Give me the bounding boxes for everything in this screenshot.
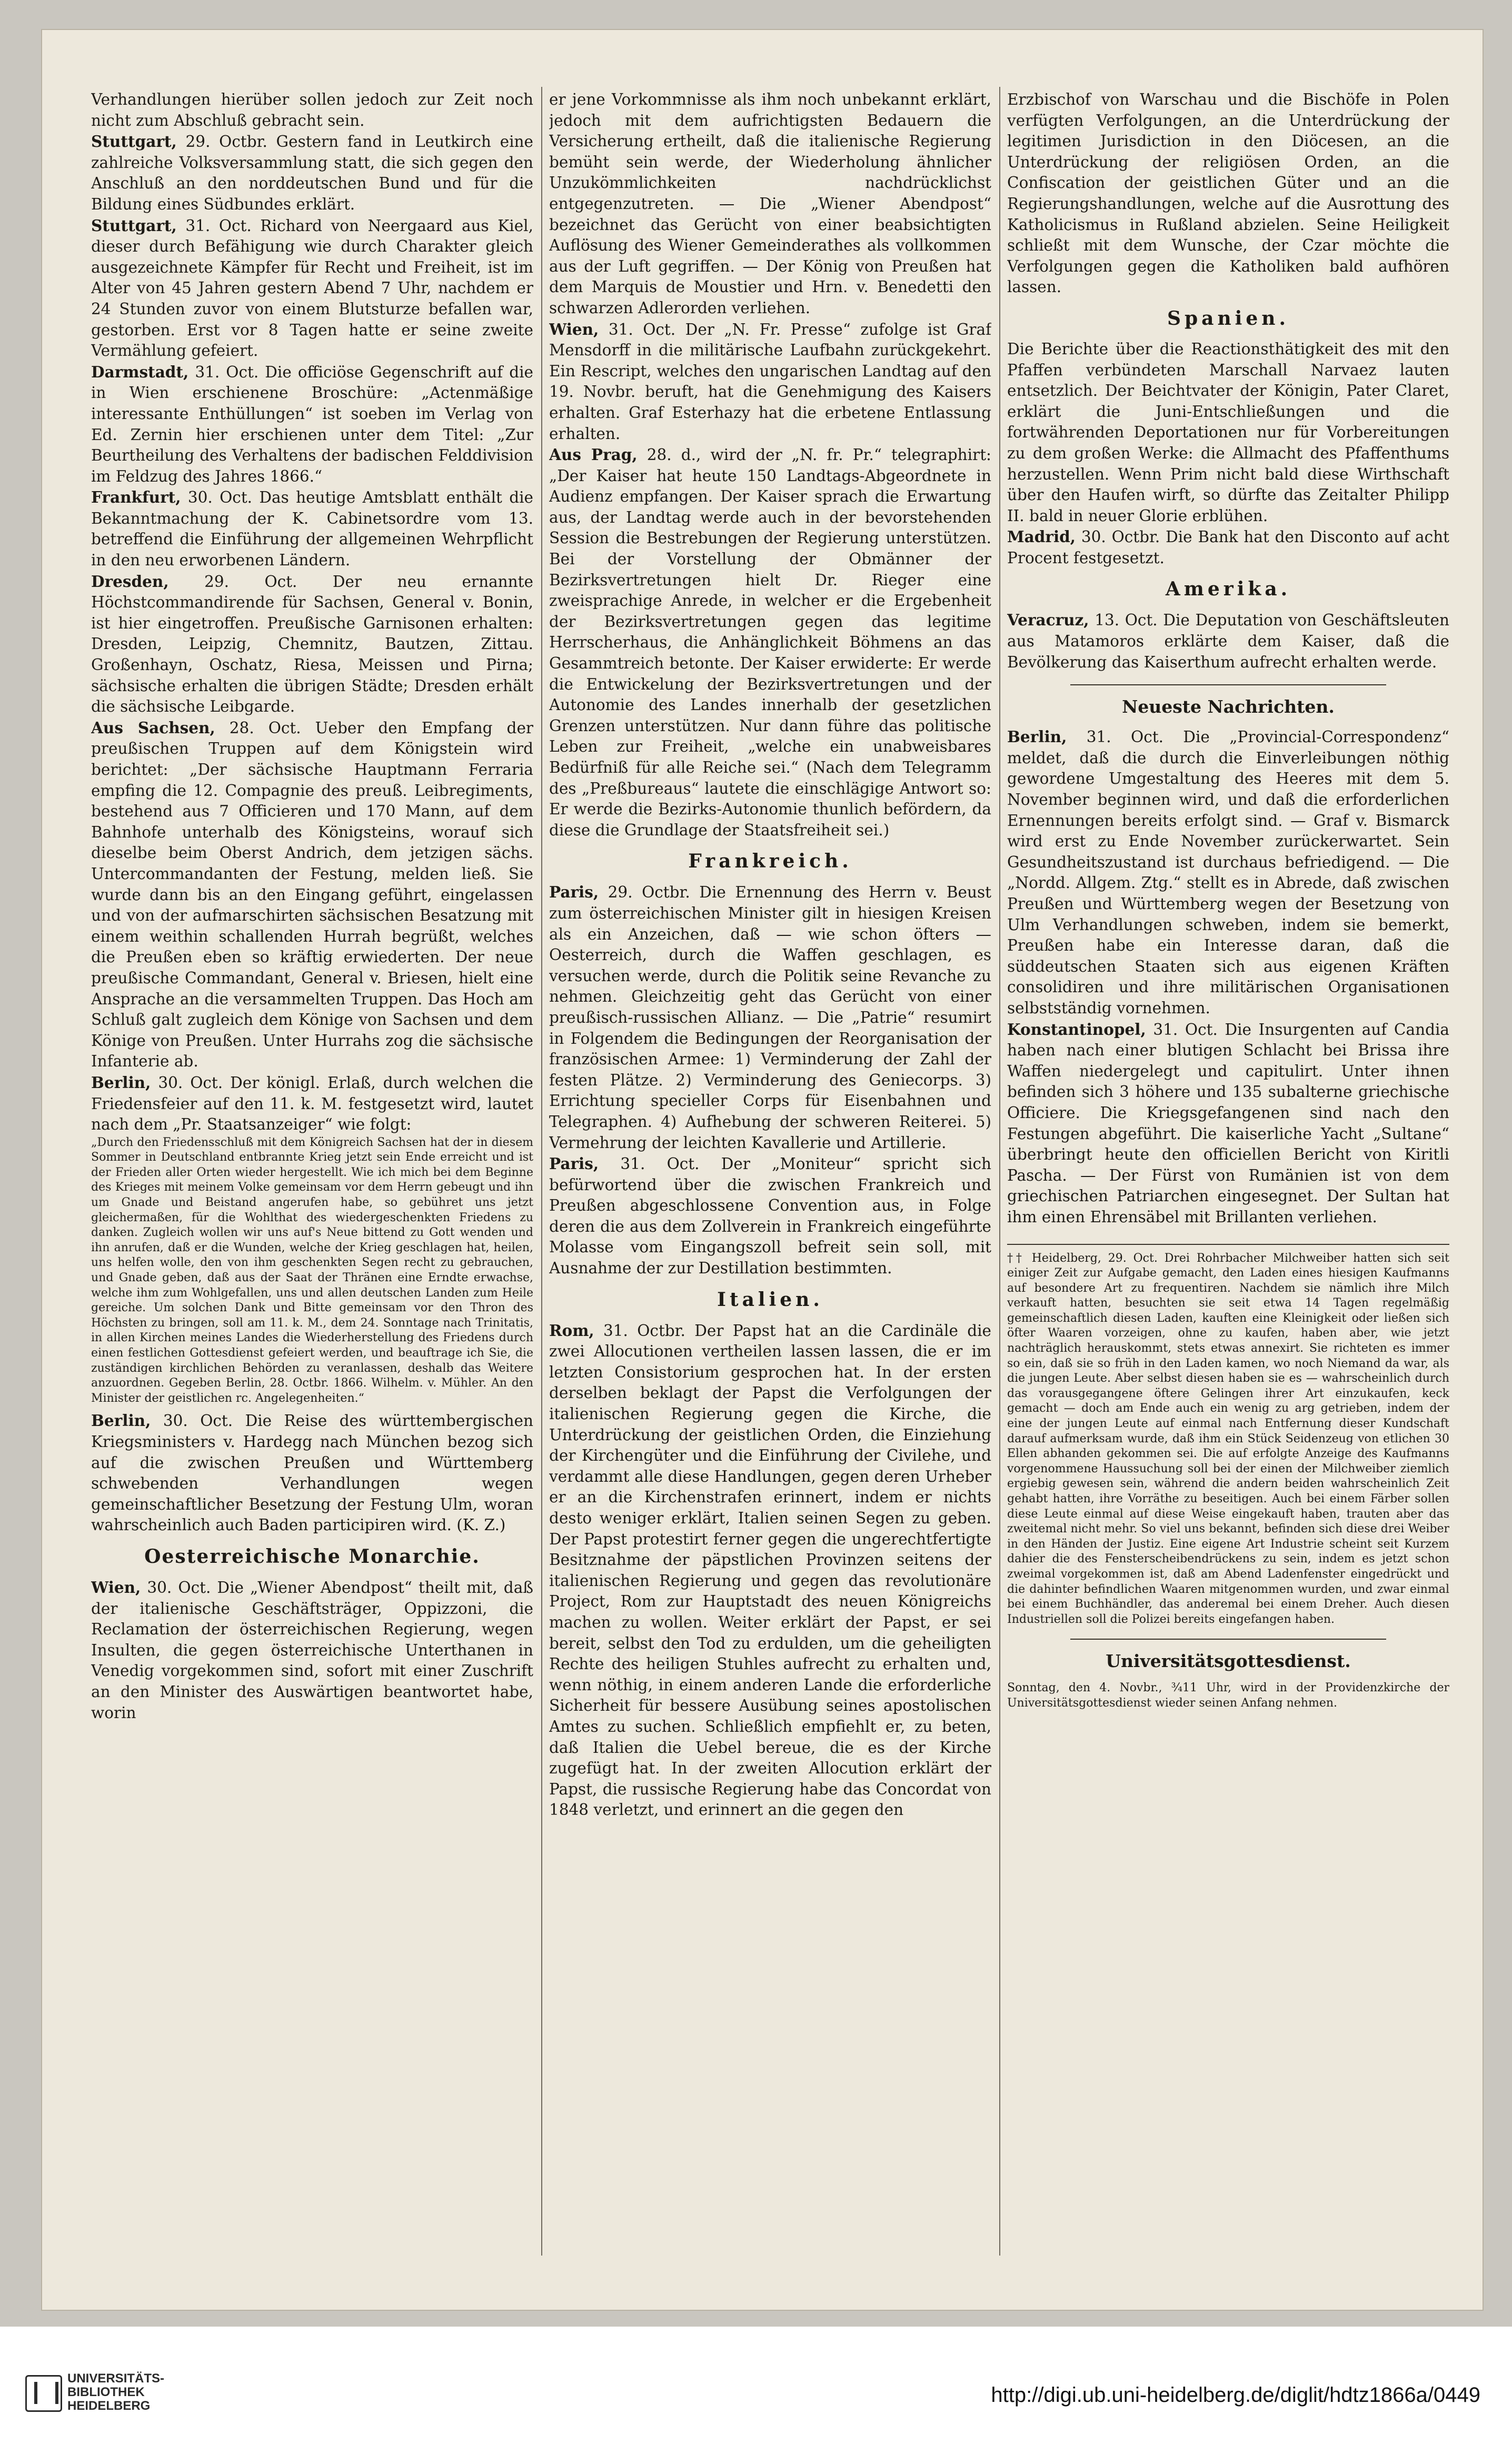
local-news-text: †† Heidelberg, 29. Oct. Drei Rohrbacher Milchweiber hatten sich seit einiger Zeit zur Aufgabe gemacht, den Laden eines hiesigen Kaufmanns auf besondere Art zu frequentiren. Nachdem sie nämlich ihre Milch verkauft hatten, besuchten sie seit etwa 14 Tagen regelmäßig gemeinschaftlich diesen Laden, kauften eine Kleinigkeit oder ließen sich öfter Waaren vorzeigen, ohne zu kaufen, haben aber, wie jetzt nachträglich herauskommt, stets etwas annexirt. Sie richteten es immer so ein, daß sie so früh in den Laden kamen, wo noch Niemand da war, als die jungen Leute. Aber selbst diesen haben sie es — wahrscheinlich durch das vorausgegangene öftere Gelingen ihrer Art einzukaufen, keck gemacht — doch am Ende auch ein wenig zu arg getrieben, indem der eine der jungen Leute auf einmal nach Entfernung dieser Kundschaft darauf aufmerksam wurde, daß ihm ein Stück Seidenzeug von etlichen 30 Ellen abhanden gekommen sei. Die auf erfolgte Anzeige des Kaufmanns vorgenommene Haussuchung soll bei der einen der Milchweiber ziemlich ergiebig gewesen sein, während die andern beiden wahrscheinlich Zeit gehabt hatten, ihre Vorräthe zu beseitigen. Auch bei einem Färber sollen diese Leute einmal auf diese Weise eingekauft haben, trauten aber das zweitemal nicht mehr. So viel uns bekannt, befinden sich diese drei Weiber in den Händen der Justiz. Eine eigene Art Industrie scheint seit Kurzem dahier die des Fensterscheibendrückens zu sein, indem es jetzt schon zweimal vorgekommen ist, daß am Abend Ladenfenster eingedrückt und die dahinter befindlichen Waaren mitgenommen wurden, und zwar einmal bei einem Buchhändler, das anderemal bei einem Dreher. Auch diesen Industriellen soll die Polizei bereits eingefangen haben. xyxy=(1007,1251,1449,1626)
section-heading: Spanien. xyxy=(1167,307,1289,330)
column-3 xyxy=(1007,89,1449,2269)
library-logo-icon xyxy=(25,2375,62,2412)
article-paragraph xyxy=(91,1577,533,1723)
article-list xyxy=(1007,89,1449,298)
column-rule xyxy=(541,87,542,2256)
column-2 xyxy=(549,89,991,2269)
article-paragraph xyxy=(91,362,533,487)
section-heading: Neueste Nachrichten. xyxy=(1122,696,1335,717)
article-paragraph xyxy=(1007,339,1449,526)
dateline: Madrid, xyxy=(1007,527,1076,546)
dateline: Paris, xyxy=(549,883,599,902)
dateline: Berlin, xyxy=(91,1411,151,1430)
article-text: Die Berichte über die Reactionsthätigkeit des mit den Pfaffen verbündeten Marschall Narvaez lauten entsetzlich. Der Beichtvater der Königin, Pater Claret, erklärt die Juni-Entschließungen und die fortwährenden Deportationen nur für Vorbereitungen zu dem großen Werke: die Allmacht des Pfaffenthums herzustellen. Wenn Prim nicht bald diese Wirthschaft über den Haufen wirft, so dürfte das Zeitalter Philipp II. bald in neuer Glorie erblühen. xyxy=(1007,340,1449,525)
article-text: 31. Oct. Die „Provincial-Correspondenz“ meldet, daß die durch die Einverleibungen nöthig gewordene Umgestaltung des Heeres mit dem 5. November beginnen wird, und daß die erforderlichen Ernennungen bereits erfolgt sind. — Graf v. Bismarck wird erst zu Ende November zurückerwartet. Sein Gesundheitszustand ist durchaus befriedigend. — Die „Nordd. Allgem. Ztg.“ stellt es in Abrede, daß zwischen Preußen und Württemberg wegen der Besetzung von Ulm Verhandlungen schweben, indem sie bemerkt, Preußen habe ein Interesse daran, daß die süddeutschen Staaten sich aus eigenen Kräften consolidiren und ihre militärischen Organisationen selbstständig vornehmen. xyxy=(1007,728,1449,1017)
article-paragraph xyxy=(91,571,533,717)
article-text: 30. Oct. Der königl. Erlaß, durch welchen die Friedensfeier auf den 11. k. M. festgesetzt wird, lautet nach dem „Pr. Staatsanzeiger“ wie folgt: xyxy=(91,1073,533,1134)
article-text: 29. Octbr. Gestern fand in Leutkirch eine zahlreiche Volksversammlung statt, die sich gegen den Anschluß an den norddeutschen Bund und für die Bildung eines Südbundes erklärt. xyxy=(91,133,533,213)
article-text: 30. Oct. Die Reise des württembergischen Kriegsministers v. Hardegg nach München bezog sich auf die zwischen Preußen und Württemberg schwebenden Verhandlungen wegen gemeinschaftlicher Besetzung der Festung Ulm, woran wahrscheinlich auch Baden participiren wird. (K. Z.) xyxy=(91,1412,533,1534)
article-list xyxy=(1007,339,1449,569)
dateline: Dresden, xyxy=(91,572,169,591)
section-heading: Oesterreichische Monarchie. xyxy=(144,1545,480,1568)
article-paragraph xyxy=(1007,526,1449,568)
service-notice: Sonntag, den 4. Novbr., ¾11 Uhr, wird in der Providenzkirche der Universitätsgottesdienst wieder seinen Anfang nehmen. xyxy=(1007,1681,1449,1710)
dateline: Konstantinopel, xyxy=(1007,1020,1146,1039)
dateline: Rom, xyxy=(549,1321,594,1340)
article-text: 31. Oct. Der „N. Fr. Presse“ zufolge ist Graf Mensdorff in die militärische Laufbahn zurückgekehrt. Ein Rescript, welches den ungarischen Landtag auf den 19. Novbr. beruft, hat die Genehmigung des Kaisers erhalten. Graf Esterhazy hat die erbetene Entlassung erhalten. xyxy=(549,320,991,443)
article-paragraph xyxy=(91,487,533,571)
article-list xyxy=(549,882,991,1279)
source-url[interactable]: http://digi.ub.uni-heidelberg.de/diglit/hdtz1866a/0449 xyxy=(991,2383,1480,2407)
dateline: Frankfurt, xyxy=(91,488,181,507)
article-paragraph xyxy=(1007,1019,1449,1228)
article-text: 29. Octbr. Die Ernennung des Herrn v. Beust zum österreichischen Minister gilt in hiesigen Kreisen als ein Anzeichen, daß — wie schon öfters — Oesterreich, durch die Waffen geschlagen, es versuchen werde, durch die Politik seine Revanche zu nehmen. Gleichzeitig geht das Gerücht von einer preußisch-russischen Allianz. — Die „Patrie“ resumirt in Folgendem die Bedingungen der Reorganisation der französischen Armee: 1) Verminderung der Zahl der festen Plätze. 2) Verminderung des Geniecorps. 3) Errichtung specieller Corps für Eisenbahnen und Telegraphen. 4) Aufhebung der schweren Reiterei. 5) Vermehrung der leichten Kavallerie und Artillerie. xyxy=(549,883,991,1152)
article-paragraph xyxy=(549,882,991,1153)
article-paragraph xyxy=(91,717,533,1072)
article-text: 30. Oct. Die „Wiener Abendpost“ theilt mit, daß der italienische Geschäftsträger, Oppizzoni, die Reclamation der österreichischen Regierung, wegen Insulten, die gegen österreichische Unterthanen in Venedig vorgekommen sind, sofort mit einer Zuschrift an den Minister des Auswärtigen beantwortet habe, worin xyxy=(91,1578,533,1722)
article-paragraph xyxy=(91,89,533,131)
article-list xyxy=(549,1320,991,1821)
dateline: Berlin, xyxy=(1007,727,1067,746)
dateline: Aus Sachsen, xyxy=(91,718,215,737)
article-text: 31. Oct. Richard von Neergaard aus Kiel, dieser durch Befähigung wie durch Charakter gleich ausgezeichnete Kämpfer für Recht und Freiheit, ist im Alter von 45 Jahren gestern Abend 7 Uhr, nachdem er 24 Stunden zuvor von einem Blutsturze befallen war, gestorben. Erst vor 8 Tagen hatte er seine zweite Vermählung gefeiert. xyxy=(91,216,533,360)
article-paragraph xyxy=(549,1320,991,1821)
article-list xyxy=(91,89,533,1135)
article-text: 28. Oct. Ueber den Empfang der preußischen Truppen auf dem Königstein wird berichtet: „Der sächsische Hauptmann Ferraria empfing die 12. Compagnie des preuß. Leibregiments, bestehend aus 7 Officieren und 170 Mann, auf dem Bahnhofe unterhalb des Königsteins, worauf sich dieselbe beim Oberst Andrich, dem jetzigen sächs. Untercommandanten der Festung, melden ließ. Sie wurde dann bis an den Eingang geführt, eingelassen und von der aufmarschirten sächsischen Besatzung mit einem weithin schallenden Hurrah begrüßt, welches die Preußen eben so kräftig erwiederten. Der neue preußische Commandant, General v. Briesen, hielt eine Ansprache an die versammelten Truppen. Das Hoch am Schluß galt zugleich dem Könige von Sachsen und dem Könige von Preußen. Unter Hurrahs zog die sächsische Infanterie ab. xyxy=(91,719,533,1071)
article-list xyxy=(91,1577,533,1723)
section-heading: Italien. xyxy=(717,1288,823,1311)
article-text: 31. Oct. Der „Moniteur“ spricht sich befürwortend über die zwischen Frankreich und Preußen abgeschlossene Convention aus, in Folge deren die aus dem Zollverein in Frankreich eingeführte Molasse vom Eingangszoll befreit sein soll, mit Ausnahme der zur Destillation bestimmten. xyxy=(549,1155,991,1278)
library-logo[interactable] xyxy=(67,2372,164,2413)
dateline: Stuttgart, xyxy=(91,132,177,151)
article-paragraph xyxy=(549,89,991,319)
article-paragraph xyxy=(91,215,533,362)
article-paragraph xyxy=(91,131,533,215)
article-text: 28. d., wird der „N. fr. Pr.“ telegraphirt: „Der Kaiser hat heute 150 Landtags-Abgeordnete in Audienz empfangen. Der Kaiser sprach die Erwartung aus, der Landtag werde auch in der bevorstehenden Session die Bestrebungen der Regierung unterstützen. Bei der Vorstellung der Obmänner der Bezirksvertretungen hielt Dr. Rieger eine zweisprachige Anrede, in welcher er die Ergebenheit der Bezirksvertretungen gegen das legitime Herrscherhaus, die Anhänglichkeit Böhmens an das Gesammtreich betonte. Der Kaiser erwiderte: Er werde die Entwickelung der Bezirksvertretungen und der Autonomie des Landes innerhalb der gesetzlichen Grenzen unterstützen. Nur dann führe das politische Leben zur Freiheit, „welche ein unabweisbares Bedürfniß für alle Reiche sei.“ (Nach dem Telegramm des „Preßbureaus“ lautete die einschlägige Antwort so: Er werde die Bezirks-Autonomie thunlich befördern, da diese die Grundlage der Staatsfreiheit sei.) xyxy=(549,446,991,839)
article-text: 13. Oct. Die Deputation von Geschäftsleuten aus Matamoros erklärte dem Kaiser, daß die Bevölkerung das Kaiserthum aufrecht erhalten werde. xyxy=(1007,611,1449,671)
article-text: 31. Oct. Die officiöse Gegenschrift auf die in Wien erschienene Broschüre: „Actenmäßige interessante Enthüllungen“ ist soeben im Verlag von Ed. Zernin hier erschienen unter dem Titel: „Zur Beurtheilung des Verhaltens der badischen Felddivision im Feldzug des Jahres 1866.“ xyxy=(91,363,533,485)
section-heading: Amerika. xyxy=(1165,578,1291,601)
dateline: Stuttgart, xyxy=(91,216,177,235)
article-paragraph xyxy=(91,1072,533,1135)
column-1 xyxy=(91,89,533,2269)
dateline: Berlin, xyxy=(91,1073,151,1092)
article-text: 30. Octbr. Die Bank hat den Disconto auf acht Procent festgesetzt. xyxy=(1007,528,1449,567)
article-list xyxy=(1007,610,1449,673)
article-text: 31. Oct. Die Insurgenten auf Candia haben nach einer blutigen Schlacht bei Brissa ihre Waffen niedergelegt und capitulirt. Unter ihnen befinden sich 3 höhere und 135 subalterne griechische Officiere. Die Kriegsgefangenen sind nach den Festungen abgeführt. Die kaiserliche Yacht „Sultane“ überbringt heute den officiellen Bericht von Kiritli Pascha. — Der Fürst von Rumänien ist von dem griechischen Patriarchen eingesegnet. Der Sultan hat ihm einen Ehrensäbel mit Brillanten verliehen. xyxy=(1007,1020,1449,1226)
article-paragraph xyxy=(549,444,991,841)
logo-line: BIBLIOTHEK xyxy=(67,2385,145,2399)
article-list xyxy=(549,89,991,841)
newspaper-page xyxy=(41,29,1484,2311)
article-text: 30. Oct. Das heutige Amtsblatt enthält die Bekanntmachung der K. Cabinetsordre vom 13. betreffend die Einführung der allgemeinen Wehrpflicht in den neu erworbenen Ländern. xyxy=(91,488,533,570)
logo-line: UNIVERSITÄTS- xyxy=(67,2371,165,2386)
article-text: er jene Vorkommnisse als ihm noch unbekannt erklärt, jedoch mit dem aufrichtigsten Bedauern die Versicherung ertheilt, daß die italienische Regierung bemüht sein werde, der Wiederholung ähnlicher Unzukömmlichkeiten nachdrücklichst entgegenzutreten. — Die „Wiener Abendpost“ bezeichnet das Gerücht von einer beabsichtigten Auflösung des Wiener Gemeinderathes als vollkommen aus der Luft gegriffen. — Der König von Preußen hat dem Marquis de Moustier und Hrn. v. Benedetti den schwarzen Adlerorden verliehen. xyxy=(549,91,991,317)
article-paragraph xyxy=(549,1153,991,1279)
divider xyxy=(1070,684,1386,685)
article-list xyxy=(1007,726,1449,1228)
divider xyxy=(1070,1639,1386,1640)
article-text: Erzbischof von Warschau und die Bischöfe in Polen verfügten Verfolgungen, an die Unterdrückung der legitimen Jurisdiction in den Diöcesen, an die Unterdrückung der religiösen Orden, an die Confiscation der geistlichen Güter und an die Regierungshandlungen, welche auf die Ausrottung des Katholicismus in Rußland abzielen. Seine Heiligkeit schließt mit dem Wunsche, der Czar möchte die Verfolgungen gegen die Katholiken bald aufhören lassen. xyxy=(1007,91,1449,296)
article-list xyxy=(91,1410,533,1536)
article-paragraph xyxy=(1007,726,1449,1019)
footer-bar xyxy=(0,2327,1512,2464)
local-news xyxy=(1007,1244,1449,1628)
dateline: Darmstadt, xyxy=(91,362,189,381)
section-heading: Universitätsgottesdienst. xyxy=(1106,1651,1351,1672)
article-text: Verhandlungen hierüber sollen jedoch zur Zeit noch nicht zum Abschluß gebracht sein. xyxy=(91,91,533,129)
column-rule xyxy=(999,87,1000,2256)
dateline: Wien, xyxy=(91,1578,141,1597)
dateline: Veracruz, xyxy=(1007,611,1089,630)
dateline: Paris, xyxy=(549,1154,599,1173)
dateline: Aus Prag, xyxy=(549,445,638,464)
article-paragraph xyxy=(549,319,991,445)
article-text: 29. Oct. Der neu ernannte Höchstcommandirende für Sachsen, General v. Bonin, ist hier eingetroffen. Preußische Garnisonen erhalten: Dresden, Leipzig, Chemnitz, Bautzen, Zittau. Großenhayn, Oschatz, Riesa, Meissen und Pirna; sächsische erhalten die übrigen Städte; Dresden erhält die sächsische Leibgarde. xyxy=(91,572,533,716)
dateline: Wien, xyxy=(549,320,599,338)
article-paragraph xyxy=(1007,89,1449,298)
section-heading: Frankreich. xyxy=(688,850,852,873)
article-paragraph xyxy=(91,1410,533,1536)
article-text: 31. Octbr. Der Papst hat an die Cardinäle die zwei Allocutionen vertheilen lassen lassen, die er im letzten Consistorium gesprochen hat. In der ersten derselben beklagt der Papst die Verfolgungen der italienischen Regierung gegen die Kirche, die Unterdrückung der geistlichen Orden, die Einziehung der Kirchengüter und die Einführung der Civilehe, und verdammt alle diese Handlungen, gegen deren Urheber er an die Kirchenstrafen erinnert, indem er nichts desto weniger erklärt, Italien seinen Segen zu geben. Der Papst protestirt ferner gegen die ungerechtfertigte Besitznahme der päpstlichen Provinzen seitens der italienischen Regierung und gegen das revolutionäre Project, Rom zur Hauptstadt des neuen Königreichs machen zu wollen. Weiter erklärt der Papst, er sei bereit, selbst den Tod zu erdulden, um die geheiligten Rechte des heiligen Stuhles aufrecht zu erhalten und, wenn nöthig, in einem anderen Lande die erforderliche Sicherheit für bessere Ausübung seines apostolischen Amtes zu suchen. Schließlich empfiehlt er, zu beten, daß Italien die Uebel bereue, die es der Kirche zugefügt hat. In der zweiten Allocution erklärt der Papst, die russische Regierung habe das Concordat von 1848 verletzt, und erinnert an die gegen den xyxy=(549,1321,991,1819)
logo-line: HEIDELBERG xyxy=(67,2399,151,2413)
article-paragraph xyxy=(1007,610,1449,673)
decree-text: „Durch den Friedensschluß mit dem Königreich Sachsen hat der in diesem Sommer in Deutschland entbrannte Krieg jetzt sein Ende erreicht und ist der Frieden aller Orten wieder hergestellt. Wie ich mich bei dem Beginne des Krieges mit meinem Volke gemeinsam vor dem Herrn gebeugt und ihn um Gnade und Beistand angerufen habe, so gebühret uns jetzt gleichermaßen, für die Wohlthat des wiedergeschenkten Friedens zu danken. Zugleich wollen wir uns auf's Neue bittend zu Gott wenden und ihn anrufen, daß er die Wunden, welche der Krieg geschlagen hat, heilen, uns helfen wolle, den von ihm geschenkten Segen recht zu gebrauchen, und Gnade geben, daß aus der Saat der Thränen eine Erndte erwachse, welche ihm zum Wohlgefallen, uns und allen deutschen Landen zum Heile gereiche. Um solchen Dank und Bitte gemeinsam vor den Thron des Höchsten zu bringen, soll am 11. k. M., dem 24. Sonntage nach Trinitatis, in allen Kirchen meines Landes die Wiederherstellung des Friedens durch einen festlichen Gottesdienst gefeiert werden, und beauftrage ich Sie, die zuständigen kirchlichen Behörden zu veranlassen, deshalb das Weitere anzuordnen. Gegeben Berlin, 28. Octbr. 1866. Wilhelm. v. Mühler. An den Minister der geistlichen rc. Angelegenheiten.“ xyxy=(91,1135,533,1405)
